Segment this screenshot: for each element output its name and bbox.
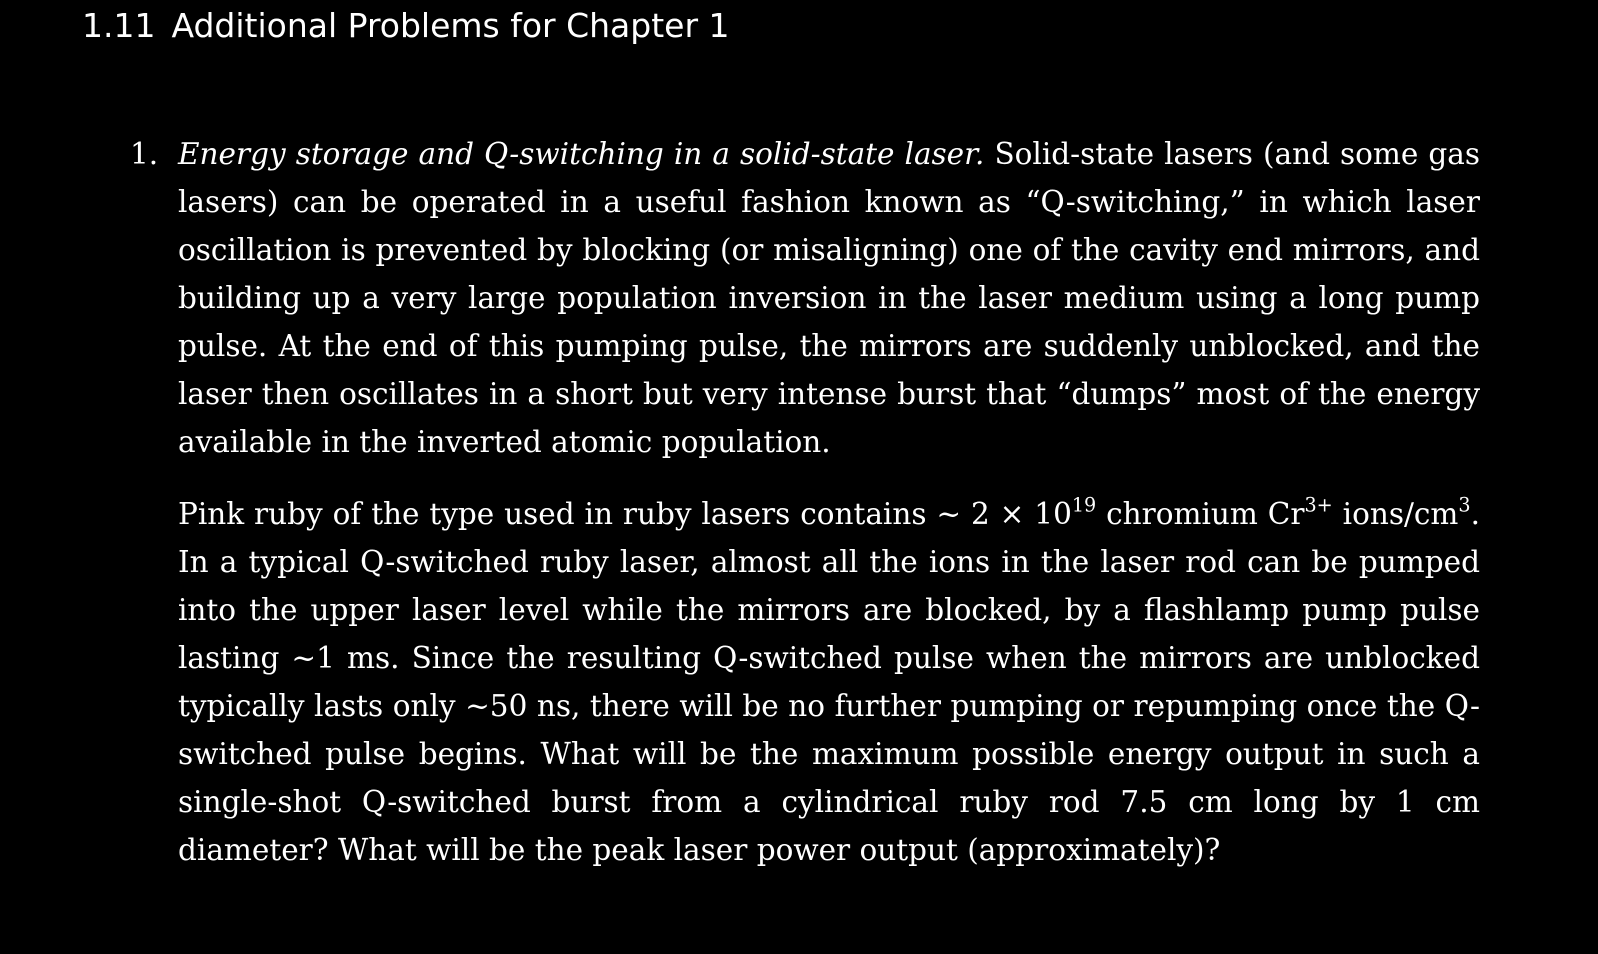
text-span: ions/cm: [1332, 497, 1459, 531]
section-number: 1.11: [82, 6, 156, 45]
problem-item: [130, 130, 1480, 874]
problem-number: 1.: [130, 137, 159, 171]
section-heading: [82, 6, 730, 45]
superscript: 19: [1071, 493, 1097, 517]
problem-paragraph-2: [178, 490, 1480, 874]
problem-text-1: Solid-state lasers (and some gas lasers) can be operated in a useful fashion known as “Q-switching,” in which laser oscillation is prevented by blocking (or misaligning) one of the cavity end mirrors, and building up a very large population inversion in the laser medium using a long pump pulse. At the end of this pumping pulse, the mirrors are suddenly unblocked, and the laser then oscillates in a short but very intense burst that “dumps” most of the energy available in the inverted atomic population.: [178, 137, 1480, 459]
section-title: Additional Problems for Chapter 1: [171, 6, 730, 45]
superscript: 3+: [1304, 493, 1333, 517]
problem-title: Energy storage and Q-switching in a solid-state laser.: [178, 137, 985, 171]
text-span: Pink ruby of the type used in ruby lasers contains ∼ 2 × 10: [178, 497, 1072, 531]
text-span: chromium Cr: [1096, 497, 1305, 531]
problem-paragraph-1: [178, 130, 1480, 466]
problem-body: [178, 130, 1480, 874]
text-span: . In a typical Q-switched ruby laser, almost all the ions in the laser rod can be pumped into the upper laser level while the mirrors are blocked, by a flashlamp pump pulse lasting ∼1 ms. Since the resulting Q-switched pulse when the mirrors are unblocked typically lasts only ∼50 ns, there will be no further pumping or repumping once the Q-switched pulse begins. What will be the maximum possible energy output in such a single-shot Q-switched burst from a cylindrical ruby rod 7.5 cm long by 1 cm diameter? What will be the peak laser power output (approximately)?: [178, 497, 1480, 867]
superscript: 3: [1458, 493, 1471, 517]
